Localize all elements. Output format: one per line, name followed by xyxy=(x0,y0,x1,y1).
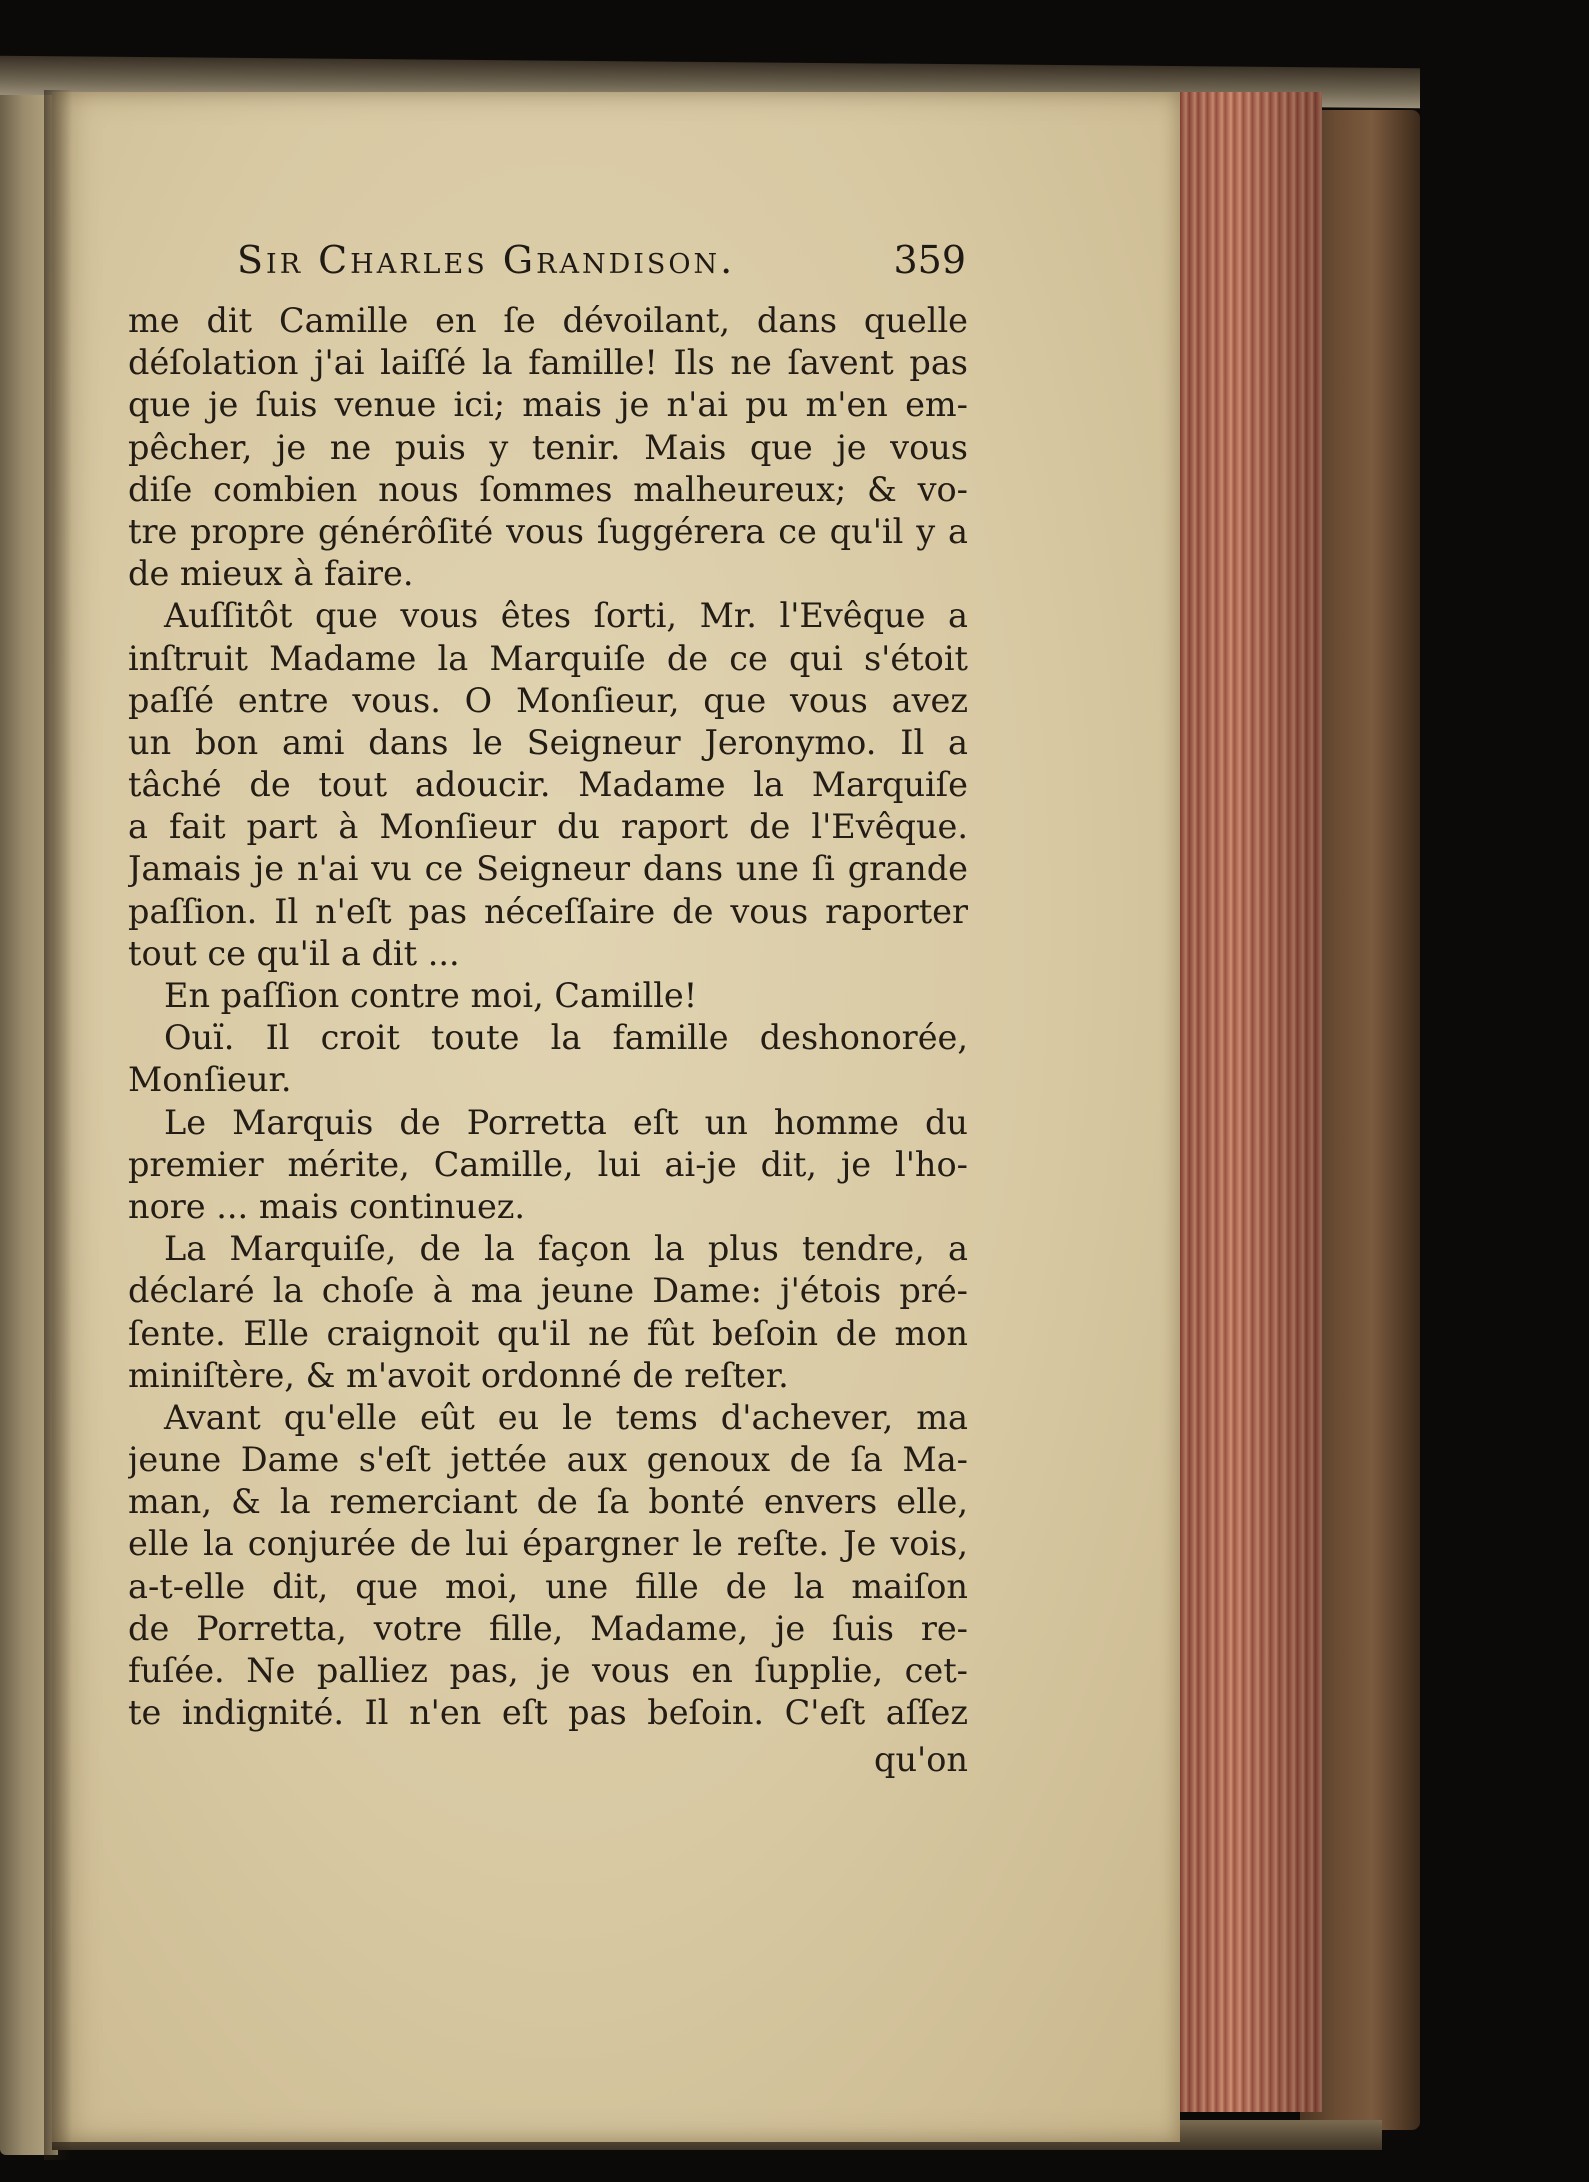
text-line: Avant qu'elle eût eu le tems d'achever, ma xyxy=(164,1397,968,1437)
text-line: inſtruit Madame la Marquiſe de ce qui s'étoit xyxy=(128,638,968,678)
text-line: En paſſion contre moi, Camille! xyxy=(164,976,698,1015)
text-line: tout ce qu'il a dit ... xyxy=(128,933,460,973)
body-text xyxy=(128,300,968,1734)
catchword: qu'on xyxy=(874,1740,968,1779)
text-line: premier mérite, Camille, lui ai-je dit, je l'ho- xyxy=(128,1144,968,1184)
text-line: paſſé entre vous. O Monſieur, que vous avez xyxy=(128,680,968,720)
text-line: man, & la remerciant de ſa bonté envers elle, xyxy=(128,1482,968,1522)
text-line: elle la conjurée de lui épargner le reſte. Je vois, xyxy=(128,1524,968,1564)
text-line: tre propre générôſité vous ſuggérera ce qu'il y a xyxy=(128,511,968,551)
gutter-shadow xyxy=(44,90,72,2160)
text-line: te indignité. Il n'en eſt pas beſoin. C'eſt aſſez xyxy=(128,1693,968,1733)
text-line: déſolation j'ai laiſſé la famille! Ils ne ſavent pas xyxy=(128,343,968,383)
page-number: 359 xyxy=(893,238,966,282)
text-line: diſe combien nous ſommes malheureux; & vo- xyxy=(128,469,968,509)
text-line: que je ſuis venue ici; mais je n'ai pu m'en em- xyxy=(128,385,968,425)
text-line: miniſtère, & m'avoit ordonné de reſter. xyxy=(128,1355,789,1395)
text-line: de Porretta, votre fille, Madame, je ſuis re- xyxy=(128,1608,968,1648)
text-line: un bon ami dans le Seigneur Jeronymo. Il a xyxy=(128,722,968,762)
text-line: me dit Camille en ſe dévoilant, dans quelle xyxy=(128,301,968,340)
text-line: Monſieur. xyxy=(128,1060,292,1100)
text-line: déclaré la choſe à ma jeune Dame: j'étois pré- xyxy=(128,1271,968,1311)
text-line: a-t-elle dit, que moi, une fille de la maiſon xyxy=(128,1566,968,1606)
text-line: a fait part à Monſieur du raport de l'Evêque. xyxy=(128,807,968,847)
text-line: Jamais je n'ai vu ce Seigneur dans une ſi grande xyxy=(128,849,968,889)
text-line: tâché de tout adoucir. Madame la Marquiſe xyxy=(128,765,968,805)
text-line: La Marquiſe, de la façon la plus tendre, a xyxy=(164,1229,968,1269)
text-line: Ouï. Il croit toute la famille deshonorée, xyxy=(164,1018,968,1058)
text-line: ſente. Elle craignoit qu'il ne fût beſoin de mon xyxy=(128,1313,968,1353)
running-head: Sir Charles Grandison. xyxy=(237,238,736,282)
text-line: fuſée. Ne palliez pas, je vous en ſupplie, cet- xyxy=(128,1651,968,1690)
text-line: pêcher, je ne puis y tenir. Mais que je vous xyxy=(128,427,968,467)
page-block-shading xyxy=(1172,92,1322,2112)
text-line: Le Marquis de Porretta eſt un homme du xyxy=(164,1102,968,1142)
text-line: Auſſitôt que vous êtes ſorti, Mr. l'Evêque a xyxy=(164,596,968,636)
text-line: nore ... mais continuez. xyxy=(128,1186,526,1226)
text-line: jeune Dame s'eſt jettée aux genoux de ſa Ma- xyxy=(128,1440,968,1480)
text-line: de mieux à faire. xyxy=(128,554,414,594)
text-line: paſſion. Il n'eſt pas néceſſaire de vous raporter xyxy=(128,891,968,931)
